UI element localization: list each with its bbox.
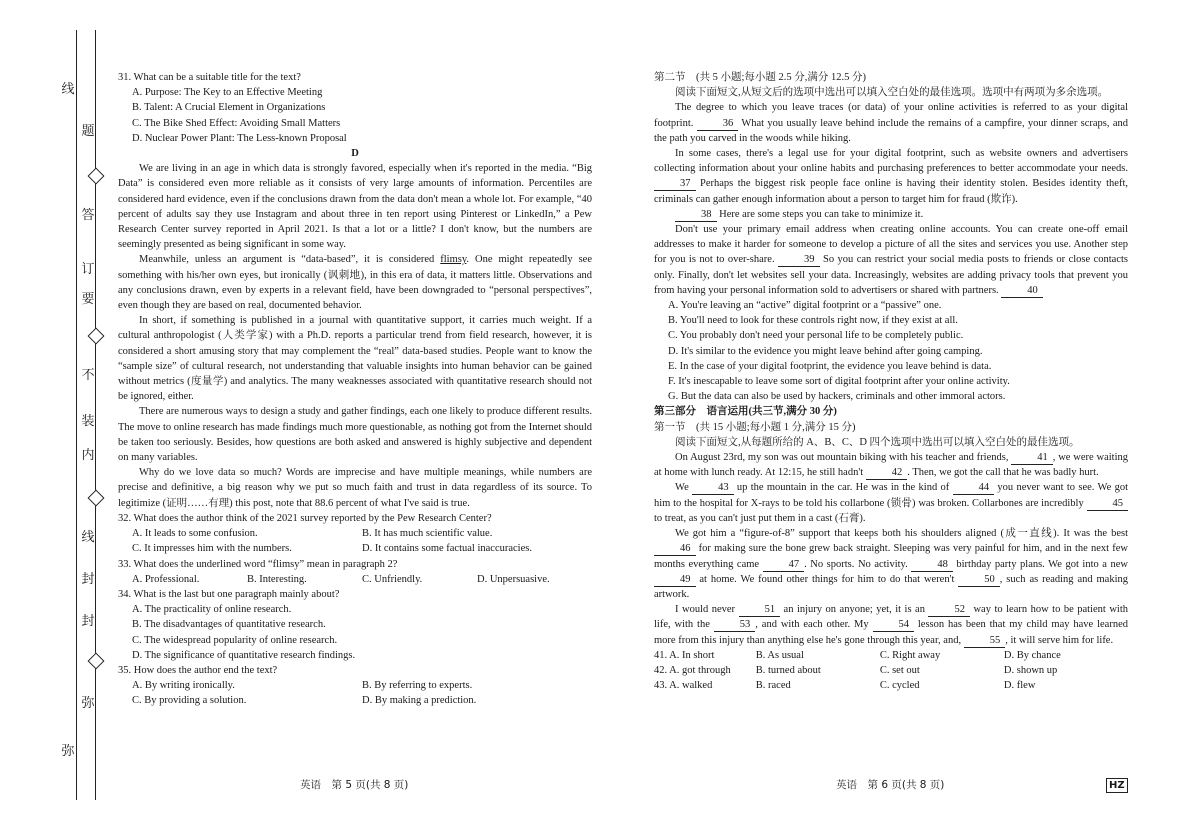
- answer-blank: 40: [1001, 285, 1043, 298]
- margin-char: 不: [81, 368, 95, 383]
- option: B. It has much scientific value.: [362, 528, 493, 540]
- option: 42. A. got through: [654, 664, 731, 676]
- option: B. Interesting.: [247, 573, 307, 585]
- section-instruction: 阅读下面短文,从每题所给的 A、B、C、D 四个选项中选出可以填入空白处的最佳选项。: [675, 436, 1080, 448]
- margin-char: 弥: [81, 696, 95, 711]
- option: B. raced: [755, 680, 791, 692]
- passage-letter: D: [351, 148, 359, 160]
- margin-char: 线: [61, 82, 75, 97]
- paragraph-text: On August 23rd, my son was out mountain biking with his teacher and friends,: [675, 452, 1012, 464]
- option: A. Professional.: [132, 573, 200, 585]
- page-footer: 英语 第 5 页(共 8 页): [300, 779, 409, 791]
- answer-blank: 37: [654, 178, 696, 191]
- paragraph-text: The degree to which you leave traces (or data) of your online activities is referred to as your digital footprint.: [654, 102, 1128, 129]
- answer-blank: 38: [675, 209, 717, 222]
- paragraph-text: for making sure the bone grew back straight. Sleeping was very painful for him, and in the next few months everything came: [654, 543, 1128, 570]
- paragraph-text: to treat, as you can't just put them in a cast (石膏).: [654, 512, 866, 524]
- answer-blank: 53: [714, 619, 756, 632]
- option: D. shown up: [1003, 664, 1058, 676]
- diamond-icon: [88, 653, 105, 670]
- answer-blank: 48: [911, 559, 953, 572]
- answer-blank: 47: [763, 559, 805, 572]
- question-35-stem: 35. How does the author end the text?: [118, 664, 278, 676]
- paragraph-text: . No sports. No activity.: [804, 558, 912, 570]
- question-43-options: [654, 678, 1128, 693]
- choice-option: C. You probably don't need your personal life to be completely public.: [668, 330, 964, 342]
- answer-blank: 39: [778, 254, 820, 267]
- diamond-icon: [88, 490, 105, 507]
- question-31-option: A. Purpose: The Key to an Effective Meeting: [132, 87, 323, 99]
- diamond-icon: [88, 328, 105, 345]
- option: C. By providing a solution.: [132, 695, 247, 707]
- paragraph-text: Don't use your primary email address when creating online accounts. You can create one-off email addresses to make it harder for someone to develop a picture of all the sites and services you use. Another step for you is not to over-share.: [654, 224, 1128, 266]
- paragraph-text: Here are some steps you can take to minimize it.: [716, 208, 924, 220]
- margin-char: 装: [81, 414, 95, 429]
- seven-five-paragraph-2: [654, 146, 1128, 207]
- passage-d-paragraph-4: There are numerous ways to design a study and gather findings, each one likely to produce different results. The move to online research has made findings much more questionable, as nothing got from the Internet should be taken too seriously. Besides, how questions are both asked and answered is highly subjective and dependent on many variables.: [118, 406, 592, 464]
- question-41-options: [654, 648, 1128, 663]
- answer-blank: 42: [866, 467, 908, 480]
- margin-char: 线: [81, 530, 95, 545]
- choice-option: E. In the case of your digital footprint, the evidence you leave behind is data.: [668, 360, 992, 372]
- option: D. Unpersuasive.: [477, 573, 550, 585]
- paragraph-text: up the mountain in the car. He was in the kind of: [733, 482, 953, 494]
- paragraph-text: We: [675, 482, 693, 494]
- paragraph-text: In some cases, there's a legal use for your digital footprint, such as website owners and advertisers collecting information about your online habits and purchasing preferences to better accommodate your needs.: [654, 148, 1128, 175]
- option: D. By chance: [1003, 649, 1061, 661]
- margin-char: 题: [81, 124, 95, 139]
- paragraph-text: , such as reading and making artwork.: [654, 573, 1128, 600]
- option: C. Right away: [879, 649, 941, 661]
- paragraph-text: an injury on anyone; yet, it is an: [780, 604, 929, 616]
- binding-margin: [28, 30, 98, 800]
- question-34-option: B. The disadvantages of quantitative research.: [132, 619, 326, 631]
- option: B. As usual: [755, 649, 804, 661]
- paragraph-text: , we were waiting at home with lunch ready. At 12:15, he still hadn't: [654, 452, 1128, 479]
- choice-option: F. It's inescapable to leave some sort of digital footprint after your online activity.: [668, 376, 1010, 388]
- diamond-icon: [88, 168, 105, 185]
- answer-blank: 44: [953, 482, 995, 495]
- section-instruction: 阅读下面短文,从短文后的选项中选出可以填入空白处的最佳选项。选项中有两项为多余选项。: [675, 87, 1109, 99]
- paragraph-text: Meanwhile, unless an argument is “data-based”, it is considered: [139, 254, 441, 266]
- page-6-column: [654, 70, 1128, 693]
- answer-blank: 52: [928, 604, 970, 617]
- seven-five-paragraph-3: [654, 207, 1128, 222]
- seven-five-paragraph-1: [654, 100, 1128, 146]
- margin-char: 内: [81, 448, 95, 463]
- margin-char: 订: [81, 262, 95, 277]
- cloze-paragraph-2: [654, 480, 1128, 526]
- question-32-options: [118, 541, 592, 556]
- option: A. It leads to some confusion.: [132, 528, 258, 540]
- margin-char: 要: [81, 292, 95, 307]
- section-title: 第二节 (共 5 小题;每小题 2.5 分,满分 12.5 分): [654, 72, 867, 83]
- choice-option: A. You're leaving an “active” digital footprint or a “passive” one.: [668, 300, 942, 312]
- paragraph-text: at home. We found other things for him to do that weren't: [695, 573, 959, 585]
- question-34-option: D. The significance of quantitative research findings.: [132, 649, 356, 661]
- paragraph-text: . Then, we got the call that he was badly hurt.: [907, 467, 1099, 479]
- margin-char: 封: [81, 614, 95, 629]
- option: B. By referring to experts.: [362, 680, 473, 692]
- question-34-option: A. The practicality of online research.: [132, 604, 292, 616]
- binding-line: [76, 30, 77, 800]
- paragraph-text: So you can restrict your social media posts to friends or close contacts only. Finally, don't let websites sell your data. Increasingly, websites are adding privacy tools that prevent you from having your personal information sold to advertisers or shared with partners.: [654, 254, 1129, 296]
- answer-blank: 55: [964, 635, 1006, 648]
- margin-char: 答: [81, 208, 95, 223]
- paragraph-text: . One might repeatedly see something with his/her own eyes, but ironically (讽刺地), in this era of data, it matters little. Observations and any conclusions drawn, even by experts in a relevant field, have been downgraded to “personal perspectives”, even though they are based on real, documented behavior.: [118, 254, 592, 312]
- question-42-options: [654, 663, 1128, 678]
- option: C. Unfriendly.: [362, 573, 423, 585]
- question-33-stem: 33. What does the underlined word “flimsy” mean in paragraph 2?: [118, 558, 398, 570]
- cloze-paragraph-3: [654, 526, 1128, 602]
- option: D. flew: [1003, 680, 1036, 692]
- question-35-options: [118, 693, 592, 708]
- question-35-options: [118, 678, 592, 693]
- option: D. By making a prediction.: [362, 695, 477, 707]
- question-32-stem: 32. What does the author think of the 2021 survey reported by the Pew Research Center?: [118, 512, 492, 524]
- question-32-options: [118, 526, 592, 541]
- answer-blank: 36: [697, 118, 739, 131]
- hz-badge: HZ: [1106, 778, 1128, 793]
- answer-blank: 43: [692, 482, 734, 495]
- choice-option: G. But the data can also be used by hackers, criminals and other immoral actors.: [668, 391, 1006, 403]
- passage-d-paragraph-2: [118, 252, 592, 313]
- paragraph-text: lesson has been that my child may have learned more from this injury than anything else he's gone through this year, and,: [654, 619, 1128, 646]
- option: C. It impresses him with the numbers.: [132, 543, 292, 555]
- paragraph-text: Perhaps the biggest risk people face online is having their identity stolen. Besides identity theft, criminals can gather enough information about a person to target him for fraud (欺诈).: [654, 178, 1128, 205]
- question-33-options: [118, 572, 592, 587]
- seven-five-paragraph-4: [654, 222, 1128, 298]
- passage-d-paragraph-1: We are living in an age in which data is strongly favored, especially when it's reported in the media. “Big Data” is considered even more reliable as it consists of very large amounts of information. Percentiles are considered hard evidence, even if the conclusions drawn from the data don't mean a whole lot. For example, “40 percent of adults say they use Instagram and about three in ten report using Pinterest or LinkedIn,” a Pew Research Center survey reported in April 2021. Is that a lot or a little? I don't know, but the numbers are seemingly presented as being significant in some way.: [118, 163, 592, 251]
- answer-blank: 41: [1011, 452, 1053, 465]
- underlined-word: flimsy: [440, 254, 467, 266]
- paragraph-text: , it will serve him for life.: [1005, 634, 1114, 646]
- answer-blank: 45: [1087, 498, 1129, 511]
- option: D. It contains some factual inaccuracies.: [362, 543, 532, 555]
- answer-blank: 46: [654, 543, 696, 556]
- option: B. turned about: [755, 664, 821, 676]
- question-31-stem: 31. What can be a suitable title for the text?: [118, 72, 301, 83]
- question-31-option: B. Talent: A Crucial Element in Organizations: [132, 102, 326, 114]
- answer-blank: 50: [958, 574, 1000, 587]
- option: 43. A. walked: [654, 680, 713, 692]
- question-31-option: D. Nuclear Power Plant: The Less-known Proposal: [132, 132, 347, 144]
- page-5-column: [118, 70, 592, 709]
- part-title: 第三部分 语言运用(共三节,满分 30 分): [654, 406, 837, 418]
- margin-char: 封: [81, 572, 95, 587]
- margin-char: 弥: [61, 744, 75, 759]
- question-31-option: C. The Bike Shed Effect: Avoiding Small Matters: [132, 117, 341, 129]
- page-footer: 英语 第 6 页(共 8 页): [836, 779, 945, 791]
- paragraph-text: We got him a “figure-of-8” support that keeps both his shoulders aligned (成一直线). It was the best: [675, 528, 1128, 540]
- paragraph-text: you never want to see. We got him to the hospital for X-rays to be told his collarbone (锁骨) was broken. Collarbones are incredibly: [654, 482, 1128, 509]
- option: C. cycled: [879, 680, 920, 692]
- paragraph-text: What you usually leave behind include the remains of a campfire, your dinner scraps, and the path you carved in the woods while hiking.: [654, 117, 1129, 144]
- paragraph-text: I would never: [675, 604, 739, 616]
- cloze-paragraph-4: [654, 602, 1128, 648]
- option: 41. A. In short: [654, 649, 715, 661]
- section-title: 第一节 (共 15 小题;每小题 1 分,满分 15 分): [654, 421, 856, 433]
- choice-option: D. It's similar to the evidence you might leave behind after going camping.: [668, 345, 983, 357]
- answer-blank: 49: [654, 574, 696, 587]
- answer-blank: 54: [873, 619, 915, 632]
- question-34-option: C. The widespread popularity of online research.: [132, 634, 338, 646]
- paragraph-text: , and with each other. My: [755, 619, 873, 631]
- question-34-stem: 34. What is the last but one paragraph mainly about?: [118, 588, 340, 600]
- answer-blank: 51: [739, 604, 781, 617]
- paragraph-text: way to learn how to be patient with life, with the: [654, 604, 1128, 631]
- passage-d-paragraph-5: Why do we love data so much? Words are imprecise and have multiple meanings, while numbers are precise and definitive, a big reason why we put so much faith and trust in data regardless of its source. To legitimize (证明……有理) this post, note that 88.6 percent of what I've said is true.: [118, 467, 592, 509]
- option: C. set out: [879, 664, 920, 676]
- choice-option: B. You'll need to look for these controls right now, if they exist at all.: [668, 315, 958, 327]
- passage-d-paragraph-3: In short, if something is published in a journal with quantitative support, it carries much weight. If a cultural anthropologist (人类学家) with a Ph.D. reports a particular trend from field research, however, it is considered a short amusing story that may complement the “real” data-based studies. People want to know the “sample size” of cultural research, not understanding that valuable insights into human behavior can be gained without metrics (度量学) and analytics. The many weaknesses associated with quantitative research should not be ignored, either.: [118, 315, 592, 403]
- cloze-paragraph-1: [654, 450, 1128, 480]
- option: A. By writing ironically.: [132, 680, 235, 692]
- paragraph-text: birthday party plans. We got into a new: [952, 558, 1128, 570]
